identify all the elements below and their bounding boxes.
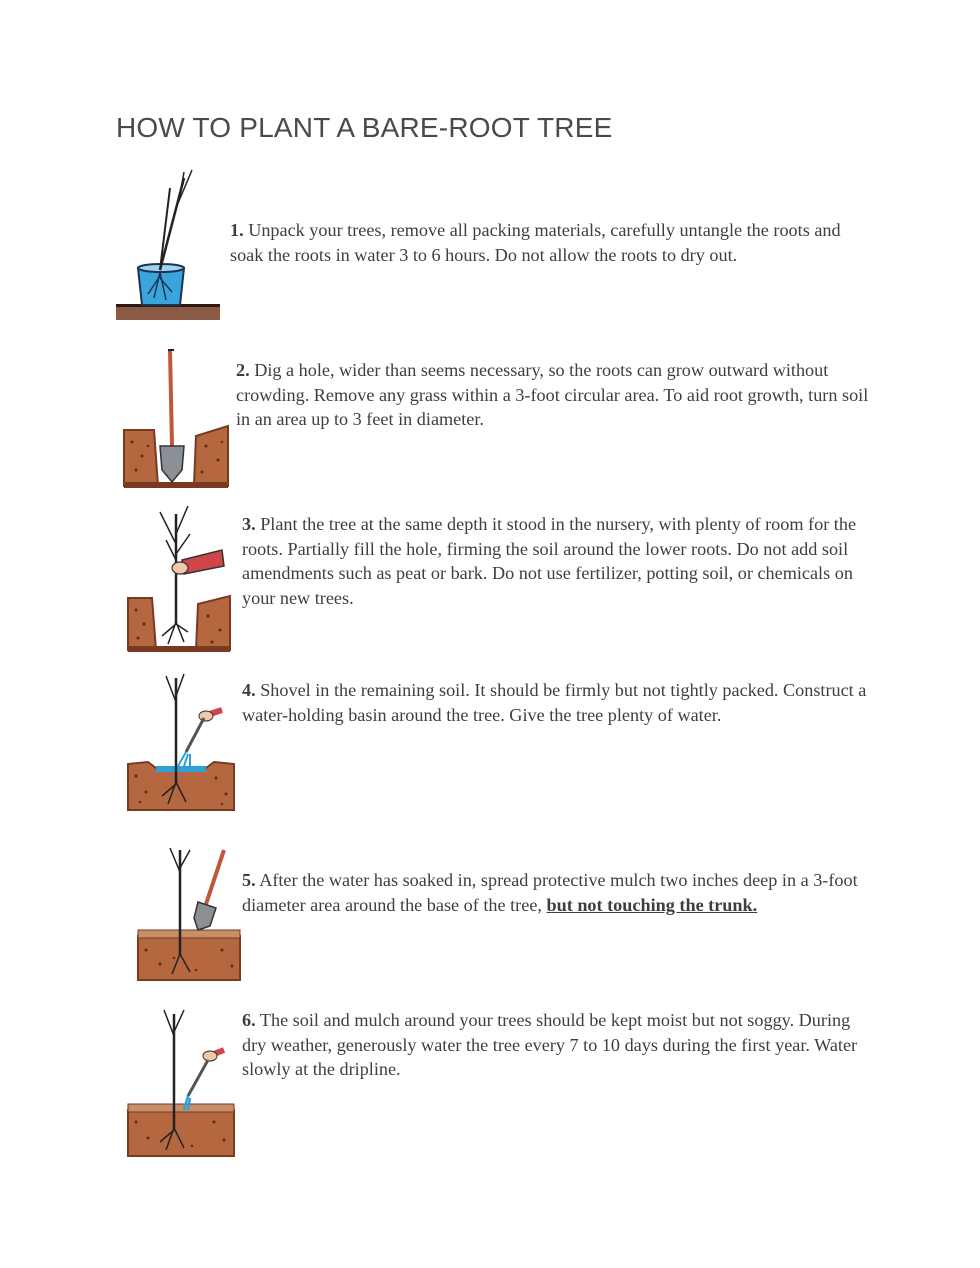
step-text — [242, 512, 870, 610]
step-number: 3. — [242, 514, 256, 534]
step-body: The soil and mulch around your trees should be kept moist but not soggy. During dry weather, generously water the tree every 7 to 10 days during the first year. Water slowly at the dripline. — [242, 1010, 858, 1079]
hose-watering-basin-icon — [126, 672, 238, 814]
hose-watering-dripline-icon — [126, 1006, 238, 1160]
step-number: 6. — [242, 1010, 256, 1030]
step-text — [242, 678, 870, 727]
hand-holding-tree-icon — [126, 504, 236, 656]
step-body: Unpack your trees, remove all packing materials, carefully untangle the roots and soak the roots in water 3 to 6 hours. Do not allow the roots to dry out. — [230, 220, 841, 265]
step-text — [236, 358, 870, 432]
step-text — [242, 1008, 870, 1082]
step-text — [242, 868, 870, 917]
step-body: Plant the tree at the same depth it stood in the nursery, with plenty of room for the roots. Partially fill the hole, firming the soil around the lower roots. Do not add soil amendments such as peat or bark. Do not use fertilizer, potting soil, or chemicals on your new trees. — [242, 514, 857, 608]
step-body: After the water has soaked in, spread protective mulch two inches deep in a 3-foot diameter area around the base of the tree, — [242, 870, 858, 915]
emphasis-text: but not touching the trunk. — [546, 894, 758, 915]
step-number: 2. — [236, 360, 250, 380]
tree-soaking-bucket-icon — [114, 168, 224, 324]
step-number: 5. — [242, 870, 256, 890]
step-body: Shovel in the remaining soil. It should be firmly but not tightly packed. Construct a water-holding basin around the tree. Give the tree plenty of water. — [242, 680, 867, 725]
step-number: 1. — [230, 220, 244, 240]
shovel-mulch-icon — [136, 846, 246, 984]
step-body: Dig a hole, wider than seems necessary, so the roots can grow outward without crowding. Remove any grass within a 3-foot circular area. To aid root growth, turn soil in an area up to 3 feet in diameter. — [236, 360, 869, 429]
page-title: HOW TO PLANT A BARE-ROOT TREE — [116, 112, 613, 143]
step-number: 4. — [242, 680, 256, 700]
step-text — [230, 218, 870, 267]
shovel-hole-icon — [122, 346, 232, 490]
